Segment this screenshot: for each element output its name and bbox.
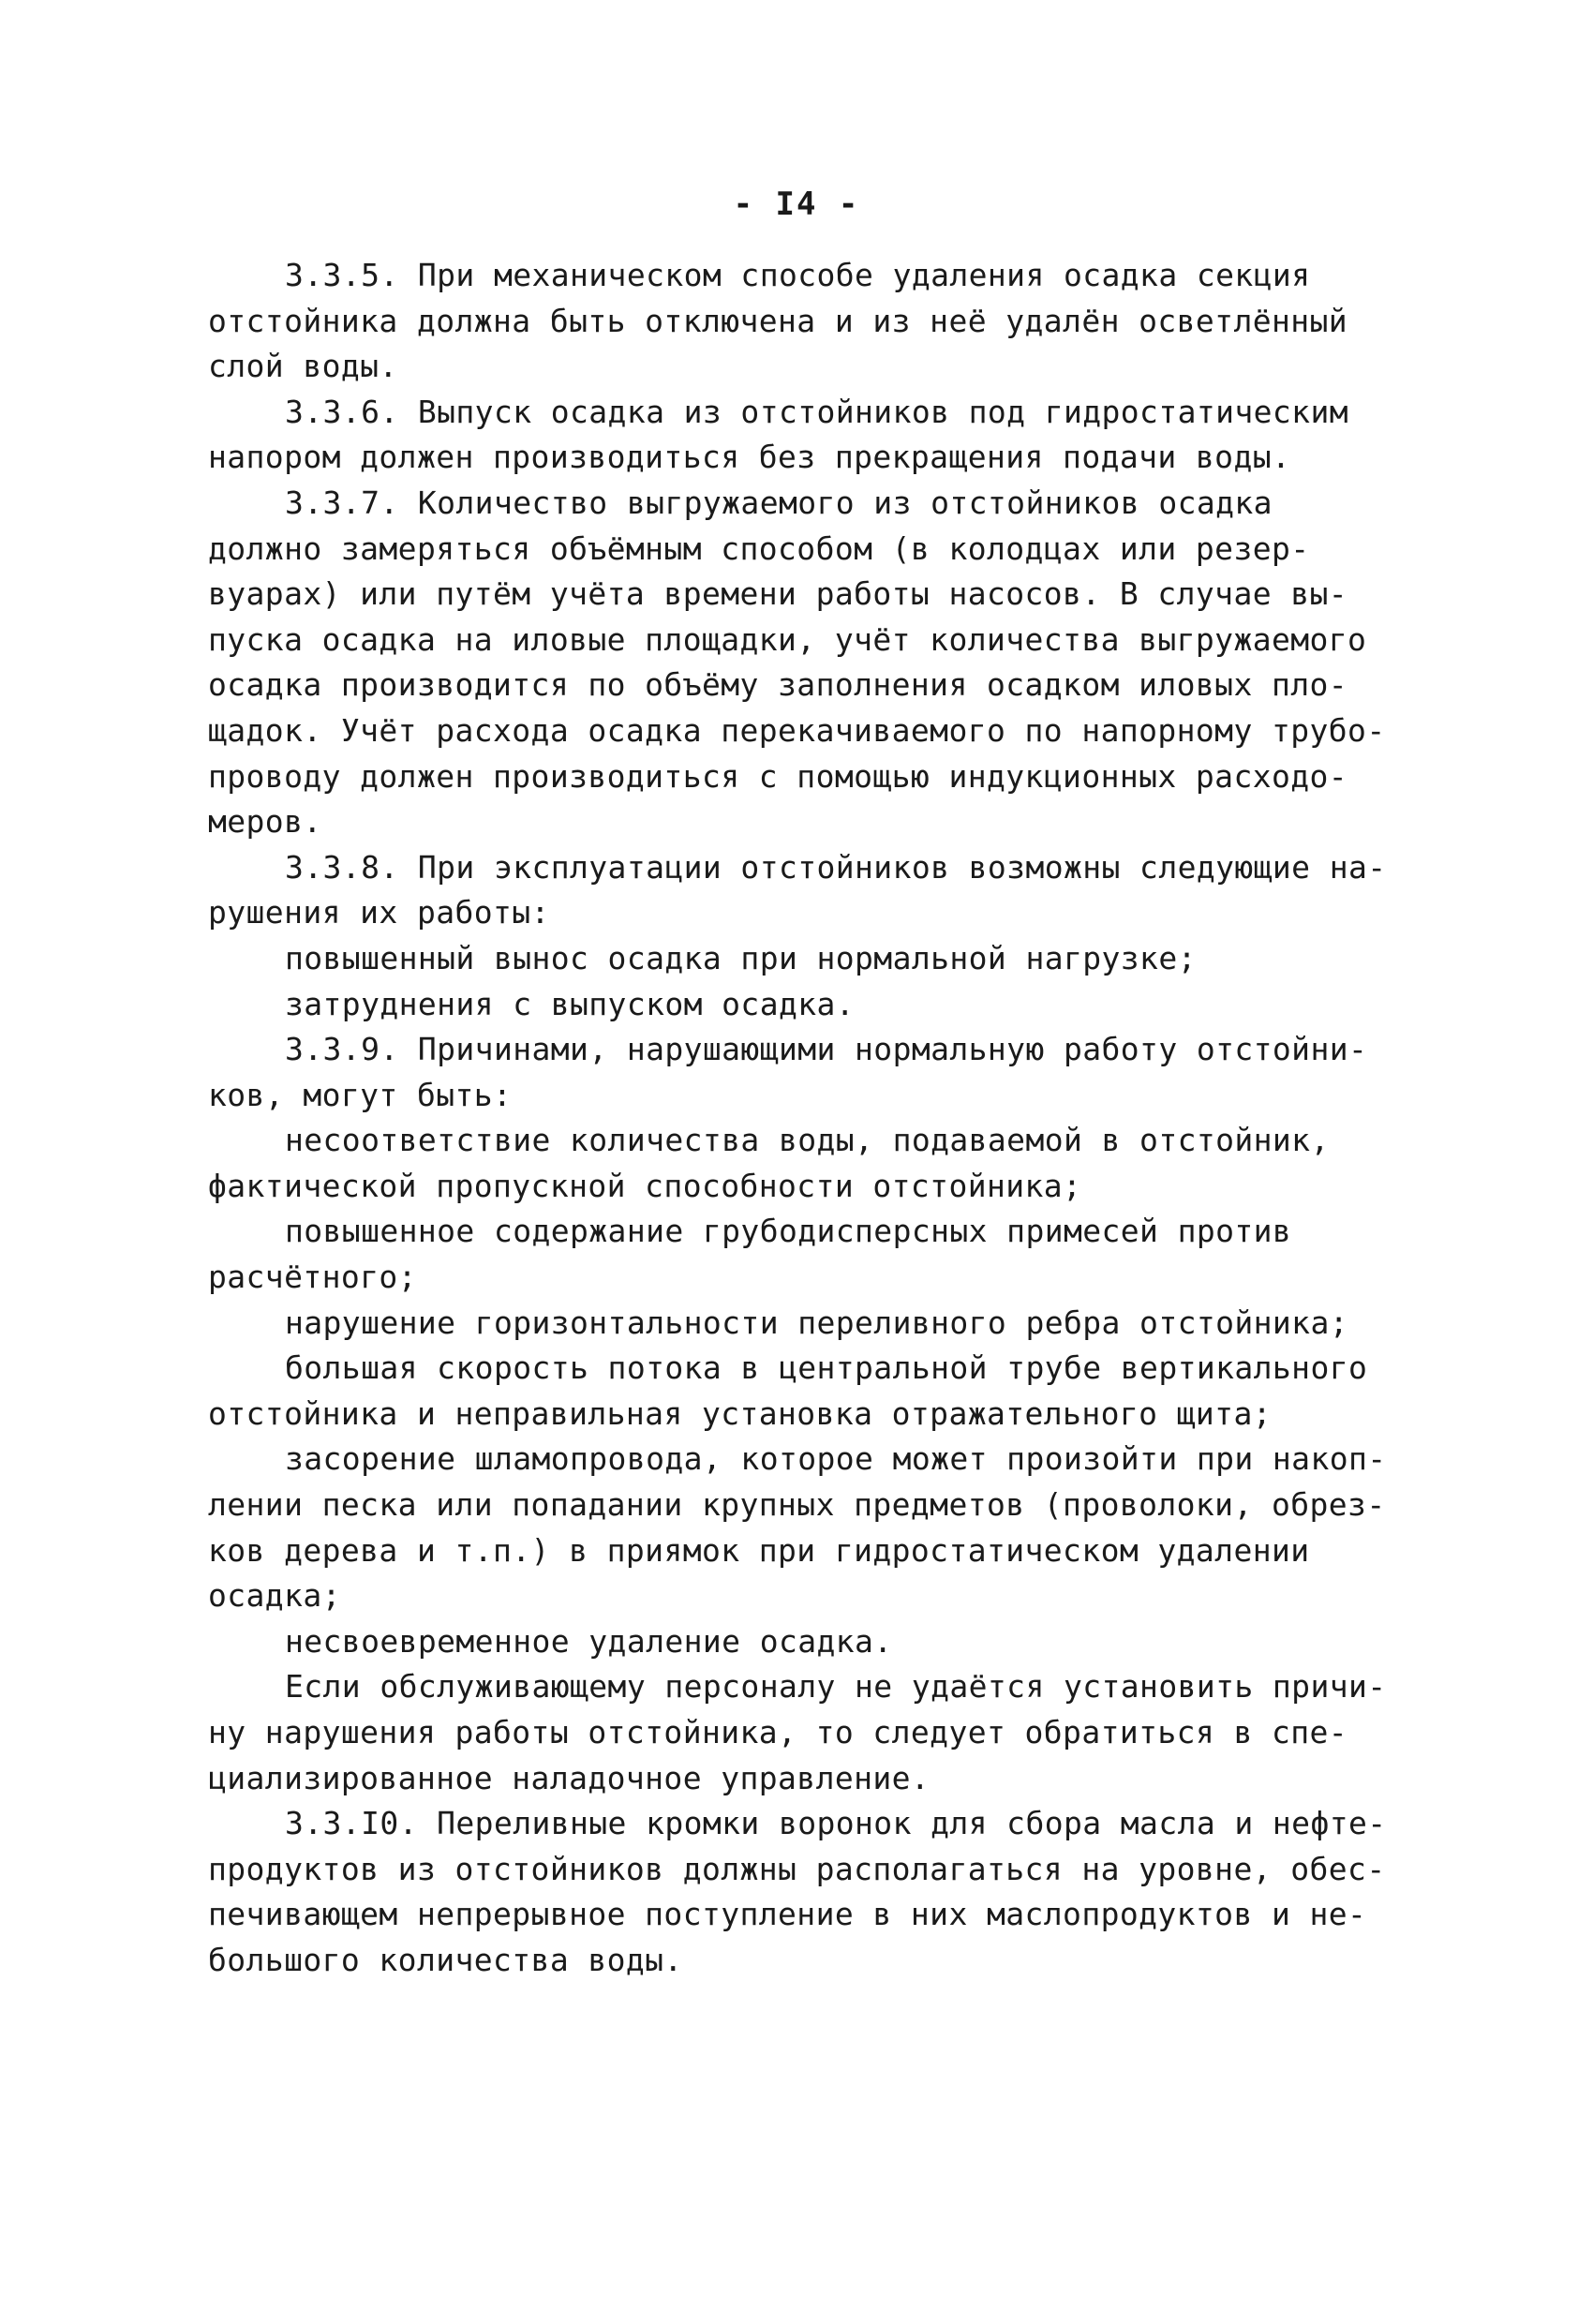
- text-line: щадок. Учёт расхода осадка перекачиваемого по напорному трубо-: [208, 711, 1386, 749]
- text-line: затруднения с выпуском осадка.: [285, 985, 856, 1022]
- text-line: напором должен производиться без прекращения подачи воды.: [208, 439, 1291, 476]
- text-line: 3.3.8. При эксплуатации отстойников возможны следующие на-: [285, 848, 1387, 886]
- text-line: повышенное содержание грубодисперсных примесей против: [285, 1213, 1292, 1250]
- text-line: фактической пропускной способности отстойника;: [208, 1167, 1082, 1204]
- text-line: 3.3.5. При механическом способе удаления осадка секция: [285, 257, 1311, 293]
- text-line: продуктов из отстойников должны располагаться на уровне, обес-: [208, 1850, 1386, 1887]
- text-line: печивающем непрерывное поступление в них маслопродуктов и не-: [208, 1896, 1367, 1933]
- text-line: лении песка или попадании крупных предметов (проволоки, обрез-: [208, 1486, 1386, 1524]
- text-line: несоответствие количества воды, подаваемой в отстойник,: [285, 1122, 1330, 1159]
- text-line: отстойника и неправильная установка отражательного щита;: [208, 1394, 1272, 1432]
- body-text: [208, 253, 1417, 1984]
- text-line: расчётного;: [208, 1259, 417, 1296]
- text-line: засорение шламопровода, которое может произойти при накоп-: [285, 1440, 1387, 1478]
- text-line: осадка производится по объёму заполнения осадком иловых пло-: [208, 666, 1348, 704]
- text-line: большая скорость потока в центральной трубе вертикального: [285, 1349, 1368, 1387]
- text-line: рушения их работы:: [208, 894, 550, 931]
- text-line: циализированное наладочное управление.: [208, 1759, 930, 1796]
- text-line: отстойника должна быть отключена и из неё удалён осветлённый: [208, 302, 1348, 339]
- text-line: слой воды.: [208, 348, 398, 385]
- text-line: меров.: [208, 803, 322, 841]
- text-line: повышенный вынос осадка при нормальной нагрузке;: [285, 939, 1197, 976]
- text-line: осадка;: [208, 1577, 341, 1615]
- text-line: 3.3.6. Выпуск осадка из отстойников под гидростатическим: [285, 393, 1348, 430]
- text-line: ков дерева и т.п.) в приямок при гидростатическом удалении: [208, 1531, 1310, 1569]
- text-line: 3.3.7. Количество выгружаемого из отстойников осадка: [285, 484, 1273, 521]
- text-line: должно замеряться объёмным способом (в колодцах или резер-: [208, 529, 1310, 567]
- text-line: большого количества воды.: [208, 1941, 683, 1978]
- text-line: вуарах) или путём учёта времени работы насосов. В случае вы-: [208, 575, 1348, 613]
- text-line: несвоевременное удаление осадка.: [285, 1622, 893, 1660]
- text-line: 3.3.9. Причинами, нарушающими нормальную работу отстойни-: [285, 1031, 1368, 1068]
- text-line: 3.3.I0. Переливные кромки воронок для сбора масла и нефте-: [285, 1805, 1387, 1842]
- text-line: ну нарушения работы отстойника, то следует обратиться в спе-: [208, 1714, 1348, 1750]
- text-line: проводу должен производиться с помощью индукционных расходо-: [208, 757, 1348, 795]
- text-line: пуска осадка на иловые площадки, учёт количества выгружаемого: [208, 620, 1367, 658]
- text-line: нарушение горизонтальности переливного ребра отстойника;: [285, 1304, 1348, 1341]
- text-line: ков, могут быть:: [208, 1076, 513, 1113]
- page-number: - I4 -: [733, 186, 860, 223]
- text-line: Если обслуживающему персоналу не удаётся установить причи-: [285, 1668, 1387, 1706]
